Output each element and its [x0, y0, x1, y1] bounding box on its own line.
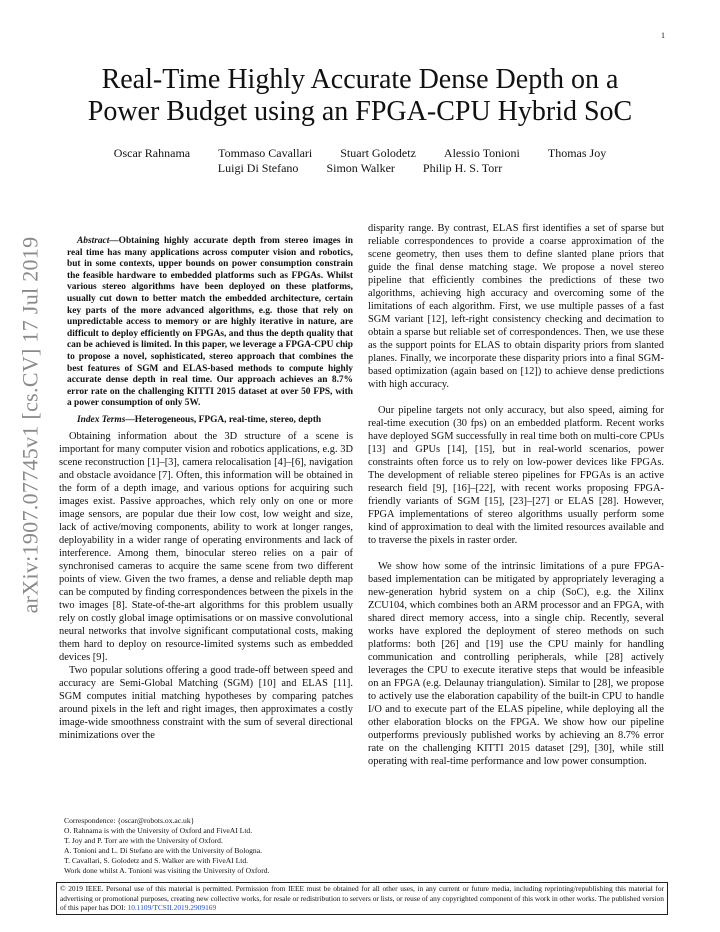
arxiv-identifier [14, 190, 46, 660]
author-name: Tommaso Cavallari [218, 146, 313, 160]
doi-link[interactable]: 10.1109/TCSII.2019.2909169 [127, 903, 217, 913]
intro-paragraph-4: Our pipeline targets not only accuracy, but also speed, aiming for real-time execution (30 fps) on an embedded platform. Recent works have deployed SGM successfully in real time both on multi-core CPUs [13] and GPUs [14], [15], but in real-world scenarios, power constraints often force us to rely on low-power devices like FPGAs. The development of reliable stereo pipelines for FPGAs is an active research field [9], [16]–[22], with recent works proposing FPGA-friendly variants of SGM [15], [23]–[27] or ELAS [28]. However, FPGA implementations of stereo algorithms usually perform some kind of approximation to deal with the limited resources available and to traverse the pixels in raster order. [368, 405, 664, 546]
author-name: Stuart Golodetz [340, 146, 416, 160]
author-name: Philip H. S. Torr [422, 161, 503, 175]
intro-paragraph-2: Two popular solutions offering a good trade-off between speed and accuracy are Semi-Global Matching (SGM) [10] and ELAS [11]. SGM computes initial matching hypotheses by comparing patches around pixels in the left and right images, then approximates a costly image-wide smoothness constraint with the sum of several directional minimizations over the [59, 664, 353, 741]
author-name: Luigi Di Stefano [217, 161, 299, 175]
author-name: Thomas Joy [547, 146, 607, 160]
footnote-note: Work done whilst A. Tonioni was visiting the University of Oxford. [64, 866, 270, 875]
index-terms-text: —Heterogeneous, FPGA, real-time, stereo, depth [125, 414, 322, 425]
title-line-2: Power Budget using an FPGA-CPU Hybrid SoC [87, 96, 633, 127]
copyright-text: © 2019 IEEE. Personal use of this material is permitted. Permission from IEEE must be obtained for all other uses, in any current or future media, including reprinting/republishing this material for advertising or promotional purposes, creating new collective works, for resale or redistribution to servers or lists, or reuse of any copyrighted component of this work in other works. The published version of this paper has DOI: [60, 884, 664, 913]
abstract-label: Abstract [77, 236, 110, 246]
index-terms-label: Index Terms [77, 414, 126, 425]
abstract [59, 236, 353, 410]
index-terms [59, 415, 353, 427]
footnote-affiliation: T. Joy and P. Torr are with the University of Oxford. [64, 836, 223, 845]
footnote-affiliation: A. Tonioni and L. Di Stefano are with the University of Bologna. [64, 846, 262, 855]
title-line-1: Real-Time Highly Accurate Dense Depth on a [101, 64, 619, 95]
copyright-notice [56, 882, 668, 915]
author-row-1 [60, 146, 660, 161]
footnote-affiliation: T. Cavallari, S. Golodetz and S. Walker are with FiveAI Ltd. [64, 856, 249, 865]
right-column [368, 222, 664, 768]
paper-title [60, 64, 660, 128]
author-name: Alessio Tonioni [443, 146, 520, 160]
author-name: Oscar Rahnama [113, 146, 191, 160]
author-list [60, 146, 660, 176]
author-name: Simon Walker [326, 161, 395, 175]
arxiv-identifier-text: arXiv:1907.07745v1 [cs.CV] 17 Jul 2019 [17, 236, 43, 614]
footnote-correspondence: Correspondence: {oscar@robots.ox.ac.uk} [64, 816, 195, 825]
abstract-text: —Obtaining highly accurate depth from stereo images in real time has many applications across computer vision and robotics, but in some contexts, upper bounds on power consumption constrain the feasible hardware to embedded platforms such as FPGAs. Whilst various stereo algorithms have been deployed on these platforms, usually cut down to better match the embedded architecture, certain key parts of the more advanced algorithms, e.g. those that rely on unpredictable access to memory or are highly iterative in nature, are difficult to deploy efficiently on FPGAs, and thus the depth quality that can be achieved is limited. In this paper, we leverage a FPGA-CPU chip to propose a novel, sophisticated, stereo approach that combines the best features of SGM and ELAS-based methods to compute highly accurate dense depth in real time. Our approach achieves an 8.7% error rate on the challenging KITTI 2015 dataset at over 50 FPS, with a power consumption of only 5W. [67, 236, 353, 409]
footnotes [64, 816, 354, 876]
footnote-affiliation: O. Rahnama is with the University of Oxford and FiveAI Ltd. [64, 826, 253, 835]
intro-paragraph-1: Obtaining information about the 3D structure of a scene is important for many computer vision and robotics applications, e.g. 3D scene reconstruction [1]–[3], camera relocalisation [4]–[6], navigation and obstacle avoidance [7]. Often, this information will be obtained in the form of a depth image, and various options for acquiring such images exist. Passive approaches, which rely only on one or more image sensors, are popular due their low cost, low weight and size, lack of active/moving components, ability to work at longer ranges, deployability in a wider range of operating environments and lack of interference. Among them, binocular stereo relies on a pair of synchronised cameras to acquire the same scene from two different points of view. Given the two frames, a dense and reliable depth map can be computed by finding correspondences between the pixels in the two images [8]. State-of-the-art algorithms for this problem usually rely on costly global image optimisations or on massive convolutional neural networks that involve significant computational costs, making them hard to deploy on resource-limited systems such as embedded devices [9]. [59, 430, 353, 663]
left-column [59, 236, 353, 742]
author-row-2 [60, 161, 660, 176]
page-number: 1 [661, 31, 665, 40]
intro-paragraph-5: We show how some of the intrinsic limitations of a pure FPGA-based implementation can be mitigated by appropriately leveraging a new-generation hybrid system on a chip (SoC), e.g. the Xilinx ZCU104, which combines both an ARM processor and an FPGA, with shared direct memory access, into a single chip. Recently, several works have explored the deployment of stereo methods on such platforms: both [26] and [19] use the CPU mainly for handling communication and controlling peripherals, while [28] actively leverages the CPU to execute iterative steps that would be infeasible on an FPGA (e.g. Delaunay triangulation). Similar to [28], we propose to actively use the elaboration capability of the built-in CPU to handle I/O and to execute part of the ELAS pipeline, while deploying all the other elaboration blocks on the FPGA. We show how our pipeline outperforms previously published works by achieving an 8.7% error rate on the challenging KITTI 2015 dataset [29], [30], while still operating with real-time performance and low power consumption. [368, 561, 664, 767]
intro-paragraph-3: disparity range. By contrast, ELAS first identifies a set of sparse but reliable correspondences to provide a coarse approximation of the scene geometry, then uses them to define slanted plane priors that guide the final dense matching stage. We propose a novel stereo pipeline that efficiently combines the predictions of these two algorithms, achieving high accuracy and overcoming some of the limitations of each algorithm. First, we use multiple passes of a fast SGM variant [12], left-right consistency checking and decimation to obtain a sparse but reliable set of correspondences. Then, we use these as the support points for ELAS to obtain disparity priors from slanted planes. Finally, we incorporate these disparity priors into a final SGM-based optimization (again based on [12]) to achieve dense predictions with high accuracy. [368, 223, 664, 390]
